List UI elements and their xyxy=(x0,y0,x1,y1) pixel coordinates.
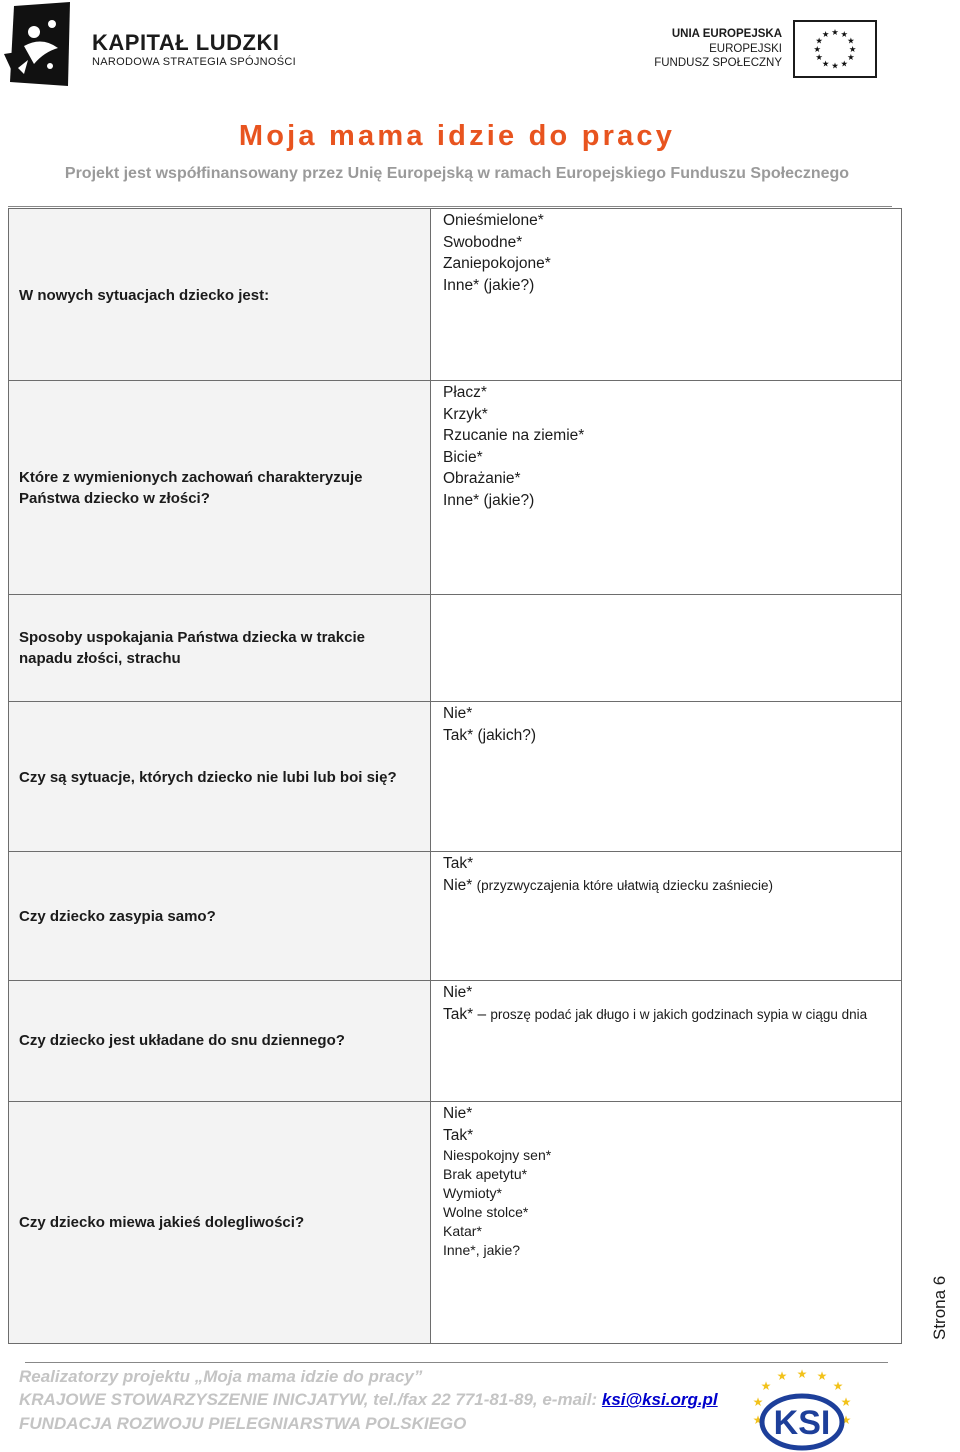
ksi-logo-letters: KSI xyxy=(773,1404,831,1442)
table-row xyxy=(9,209,902,381)
question-cell xyxy=(9,1102,431,1344)
svg-text:★: ★ xyxy=(831,60,839,71)
kapital-ludzki-logo xyxy=(4,2,304,88)
document-title: Moja mama idzie do pracy xyxy=(238,120,676,152)
svg-text:★: ★ xyxy=(832,1379,844,1393)
svg-text:★: ★ xyxy=(752,1395,764,1409)
document-subtitle: Projekt jest współfinansowany przez Unię Europejską w ramach Europejskiego Funduszu Społecznego xyxy=(64,165,850,182)
answer-sub-option[interactable]: Wolne stolce* xyxy=(443,1204,529,1220)
answer-options xyxy=(443,982,867,1025)
svg-text:★: ★ xyxy=(847,35,855,46)
ksi-logo-icon xyxy=(746,1366,858,1452)
answer-cell[interactable] xyxy=(431,702,902,852)
question-cell xyxy=(9,981,431,1102)
svg-text:★: ★ xyxy=(776,1369,788,1383)
table-row xyxy=(9,381,902,595)
questionnaire-table xyxy=(8,208,902,1344)
answer-option[interactable]: Tak* (jakich?) xyxy=(443,726,537,744)
answer-option[interactable]: Nie* xyxy=(443,984,473,1001)
footer-ksi-contact: KRAJOWE STOWARZYSZENIE INICJATYW, tel./fax 22 771-81-89, e-mail: xyxy=(19,1390,602,1409)
answer-options xyxy=(443,853,773,896)
svg-text:★: ★ xyxy=(831,27,839,38)
answer-option[interactable]: Krzyk* xyxy=(443,405,488,423)
question-cell xyxy=(9,209,431,381)
question-cell xyxy=(9,595,431,702)
answer-sub-option[interactable]: Katar* xyxy=(443,1223,482,1239)
answer-sub-option[interactable]: Wymioty* xyxy=(443,1185,502,1201)
question-text: Które z wymienionych zachowań charakteryzuje Państwa dziecko w złości? xyxy=(19,469,363,507)
svg-text:★: ★ xyxy=(847,52,855,63)
svg-text:★: ★ xyxy=(796,1367,808,1381)
svg-text:★: ★ xyxy=(840,1413,852,1427)
svg-text:★: ★ xyxy=(816,1369,828,1383)
answer-option[interactable]: Onieśmielone* xyxy=(443,212,544,229)
svg-text:★: ★ xyxy=(848,43,857,54)
table-row xyxy=(9,852,902,981)
answer-option[interactable]: Obrażanie* xyxy=(443,470,521,487)
svg-text:★: ★ xyxy=(821,28,830,39)
answer-cell[interactable] xyxy=(431,209,902,381)
answer-option[interactable] xyxy=(443,1004,867,1026)
question-text: Czy dziecko miewa jakieś dolegliwości? xyxy=(19,1214,305,1231)
answer-sub-option[interactable]: Inne*, jakie? xyxy=(443,1242,521,1258)
answer-option-label: Nie* xyxy=(443,876,473,894)
svg-text:★: ★ xyxy=(815,52,823,63)
answer-option[interactable]: Zaniepokojone* xyxy=(443,255,551,272)
svg-text:★: ★ xyxy=(752,1413,764,1427)
svg-text:★: ★ xyxy=(840,1395,852,1409)
eu-logo-line-1: UNIA EUROPEJSKA xyxy=(671,28,782,40)
question-text: Sposoby uspokajania Państwa dziecka w trakcie napadu złości, strachu xyxy=(19,629,365,667)
kapital-ludzki-emblem-icon xyxy=(4,2,74,86)
header-divider xyxy=(8,206,892,207)
answer-option[interactable]: Tak* xyxy=(443,1126,474,1144)
answer-sub-option[interactable]: Brak apetytu* xyxy=(443,1166,528,1182)
footer-line-ksi xyxy=(19,1390,718,1410)
eu-logo-line-3: FUNDUSZ SPOŁECZNY xyxy=(654,57,782,69)
answer-option[interactable]: Rzucanie na ziemie* xyxy=(443,427,585,444)
eu-logo xyxy=(654,18,880,82)
page-number: Strona 6 xyxy=(930,1275,949,1340)
question-text: Czy są sytuacje, których dziecko nie lubi lub boi się? xyxy=(19,769,397,786)
answer-option[interactable]: Płacz* xyxy=(443,384,487,401)
answer-option[interactable]: Tak* xyxy=(443,855,474,872)
answer-option[interactable]: Inne* (jakie?) xyxy=(443,276,535,294)
table-row xyxy=(9,595,902,702)
answer-cell[interactable] xyxy=(431,381,902,595)
footer-line-organizers: Realizatorzy projektu „Moja mama idzie do pracy” xyxy=(19,1367,423,1386)
answer-option[interactable]: Inne* (jakie?) xyxy=(443,491,535,509)
answer-cell[interactable] xyxy=(431,595,902,702)
answer-options xyxy=(443,703,536,746)
answer-cell[interactable] xyxy=(431,1102,902,1344)
question-text: Czy dziecko jest układane do snu dziennego? xyxy=(19,1032,345,1049)
kapital-ludzki-name: KAPITAŁ LUDZKI xyxy=(92,30,280,55)
table-row xyxy=(9,981,902,1102)
svg-text:★: ★ xyxy=(813,43,822,54)
footer-line-foundation: FUNDACJA ROZWOJU PIELEGNIARSTWA POLSKIEGO xyxy=(19,1414,467,1433)
svg-text:★: ★ xyxy=(821,58,830,69)
answer-options xyxy=(443,210,551,296)
answer-option-note: proszę podać jak długo i w jakich godzinach sypia w ciągu dnia xyxy=(490,1006,868,1022)
answer-option[interactable]: Nie* xyxy=(443,1105,473,1122)
answer-sub-option[interactable]: Niespokojny sen* xyxy=(443,1147,552,1163)
svg-text:★: ★ xyxy=(840,58,849,69)
question-cell xyxy=(9,381,431,595)
answer-options xyxy=(443,382,584,511)
answer-option[interactable]: Bicie* xyxy=(443,448,483,466)
question-text: Czy dziecko zasypia samo? xyxy=(19,908,216,925)
answer-option[interactable]: Nie* xyxy=(443,705,473,722)
answer-cell[interactable] xyxy=(431,852,902,981)
answer-options xyxy=(443,1103,551,1260)
footer-divider xyxy=(25,1362,888,1363)
footer-email-link[interactable]: ksi@ksi.org.pl xyxy=(601,1390,718,1409)
table-row xyxy=(9,702,902,852)
table-row xyxy=(9,1102,902,1344)
answer-option-note: (przyzwyczajenia które ułatwią dziecku zaśniecie) xyxy=(476,877,773,893)
question-cell xyxy=(9,852,431,981)
eu-logo-line-2: EUROPEJSKI xyxy=(709,43,782,55)
svg-text:★: ★ xyxy=(815,35,823,46)
eu-stars-flag-icon xyxy=(793,20,877,78)
answer-cell[interactable] xyxy=(431,981,902,1102)
question-text: W nowych sytuacjach dziecko jest: xyxy=(19,287,270,304)
answer-option-label: Tak* – xyxy=(443,1005,487,1023)
svg-text:★: ★ xyxy=(840,28,849,39)
svg-text:★: ★ xyxy=(760,1379,772,1393)
answer-option[interactable] xyxy=(443,875,773,897)
kapital-ludzki-subtitle: NARODOWA STRATEGIA SPÓJNOŚCI xyxy=(92,56,296,68)
question-cell xyxy=(9,702,431,852)
answer-option[interactable]: Swobodne* xyxy=(443,233,523,251)
